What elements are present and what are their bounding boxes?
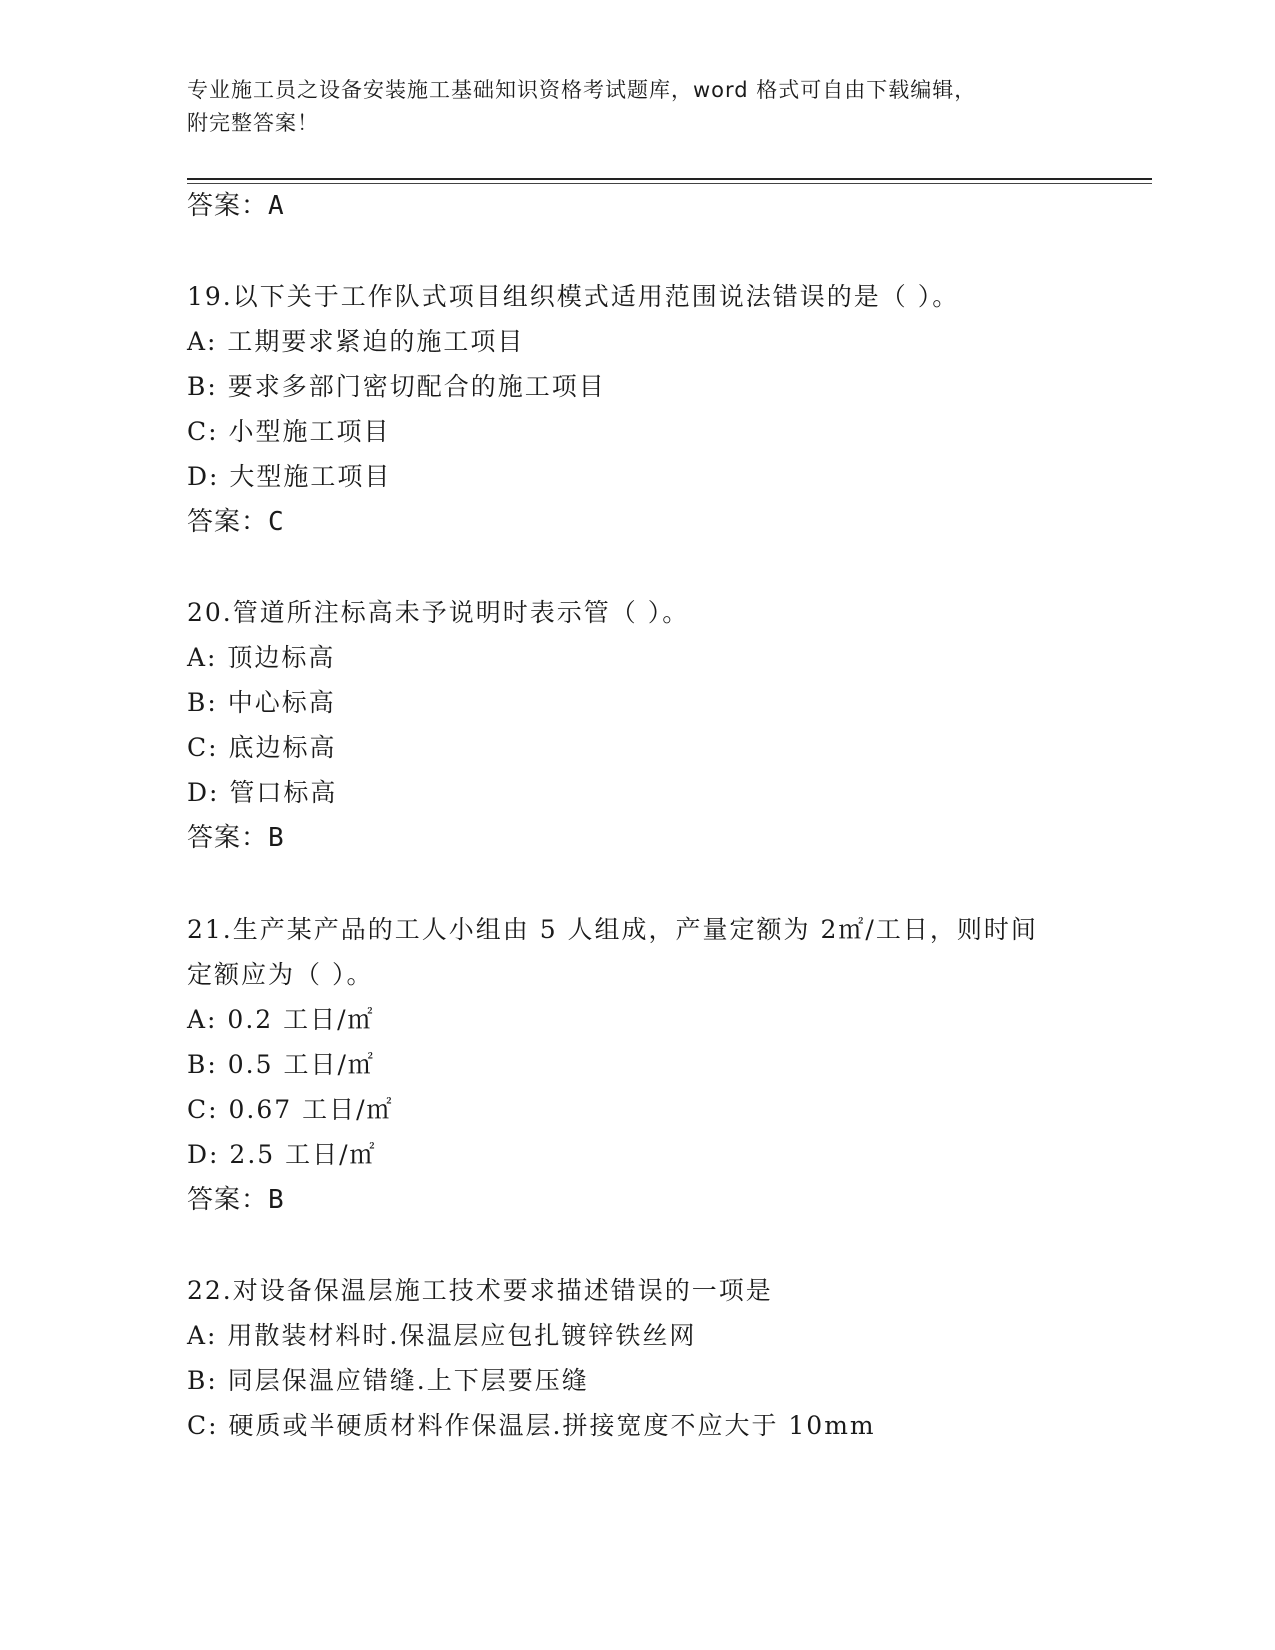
header-divider-thick [187,178,1152,180]
answer-value: C [268,507,285,537]
document-header [187,74,1087,140]
question-20-option-a: A: 顶边标高 [187,643,336,672]
question-21-option-b: B: 0.5 工日/㎡ [187,1050,375,1079]
question-19-stem: 19.以下关于工作队式项目组织模式适用范围说法错误的是（ ）。 [187,282,960,311]
question-22-stem: 22.对设备保温层施工技术要求描述错误的一项是 [187,1276,773,1305]
question-22-option-b: B: 同层保温应错缝.上下层要压缝 [187,1366,589,1395]
answer-value: B [268,823,285,853]
question-19-option-d: D: 大型施工项目 [187,462,392,491]
question-19-option-a: A: 工期要求紧迫的施工项目 [187,327,525,356]
answer-label: 答案： [187,823,269,853]
answer-label: 答案： [187,507,269,537]
question-21-option-c: C: 0.67 工日/㎡ [187,1095,394,1124]
answer-value: A [268,191,285,221]
answer-label: 答案： [187,191,269,221]
question-22-option-c: C: 硬质或半硬质材料作保温层.拼接宽度不应大于 10mm [187,1411,876,1440]
question-20-option-c: C: 底边标高 [187,733,337,762]
question-20-option-b: B: 中心标高 [187,688,336,717]
answer-value: B [268,1185,285,1215]
question-21-stem-line-2: 定额应为（ ）。 [187,960,374,989]
question-20-option-d: D: 管口标高 [187,778,338,807]
answer-19 [187,506,285,538]
question-20-stem: 20.管道所注标高未予说明时表示管（ ）。 [187,598,690,627]
question-21-stem-line-1: 21.生产某产品的工人小组由 5 人组成，产量定额为 2㎡/工日，则时间 [187,915,1038,944]
question-22-option-a: A: 用散装材料时.保温层应包扎镀锌铁丝网 [187,1321,697,1350]
answer-20 [187,822,285,854]
question-19-option-c: C: 小型施工项目 [187,417,391,446]
answer-21 [187,1184,285,1216]
header-divider-thin [187,183,1152,184]
question-21-option-d: D: 2.5 工日/㎡ [187,1140,377,1169]
answer-prev [187,190,285,222]
question-21-option-a: A: 0.2 工日/㎡ [187,1005,375,1034]
question-19-option-b: B: 要求多部门密切配合的施工项目 [187,372,606,401]
header-line-1: 专业施工员之设备安装施工基础知识资格考试题库，word 格式可自由下载编辑， [187,78,977,102]
answer-label: 答案： [187,1185,269,1215]
header-line-2: 附完整答案！ [187,111,319,135]
